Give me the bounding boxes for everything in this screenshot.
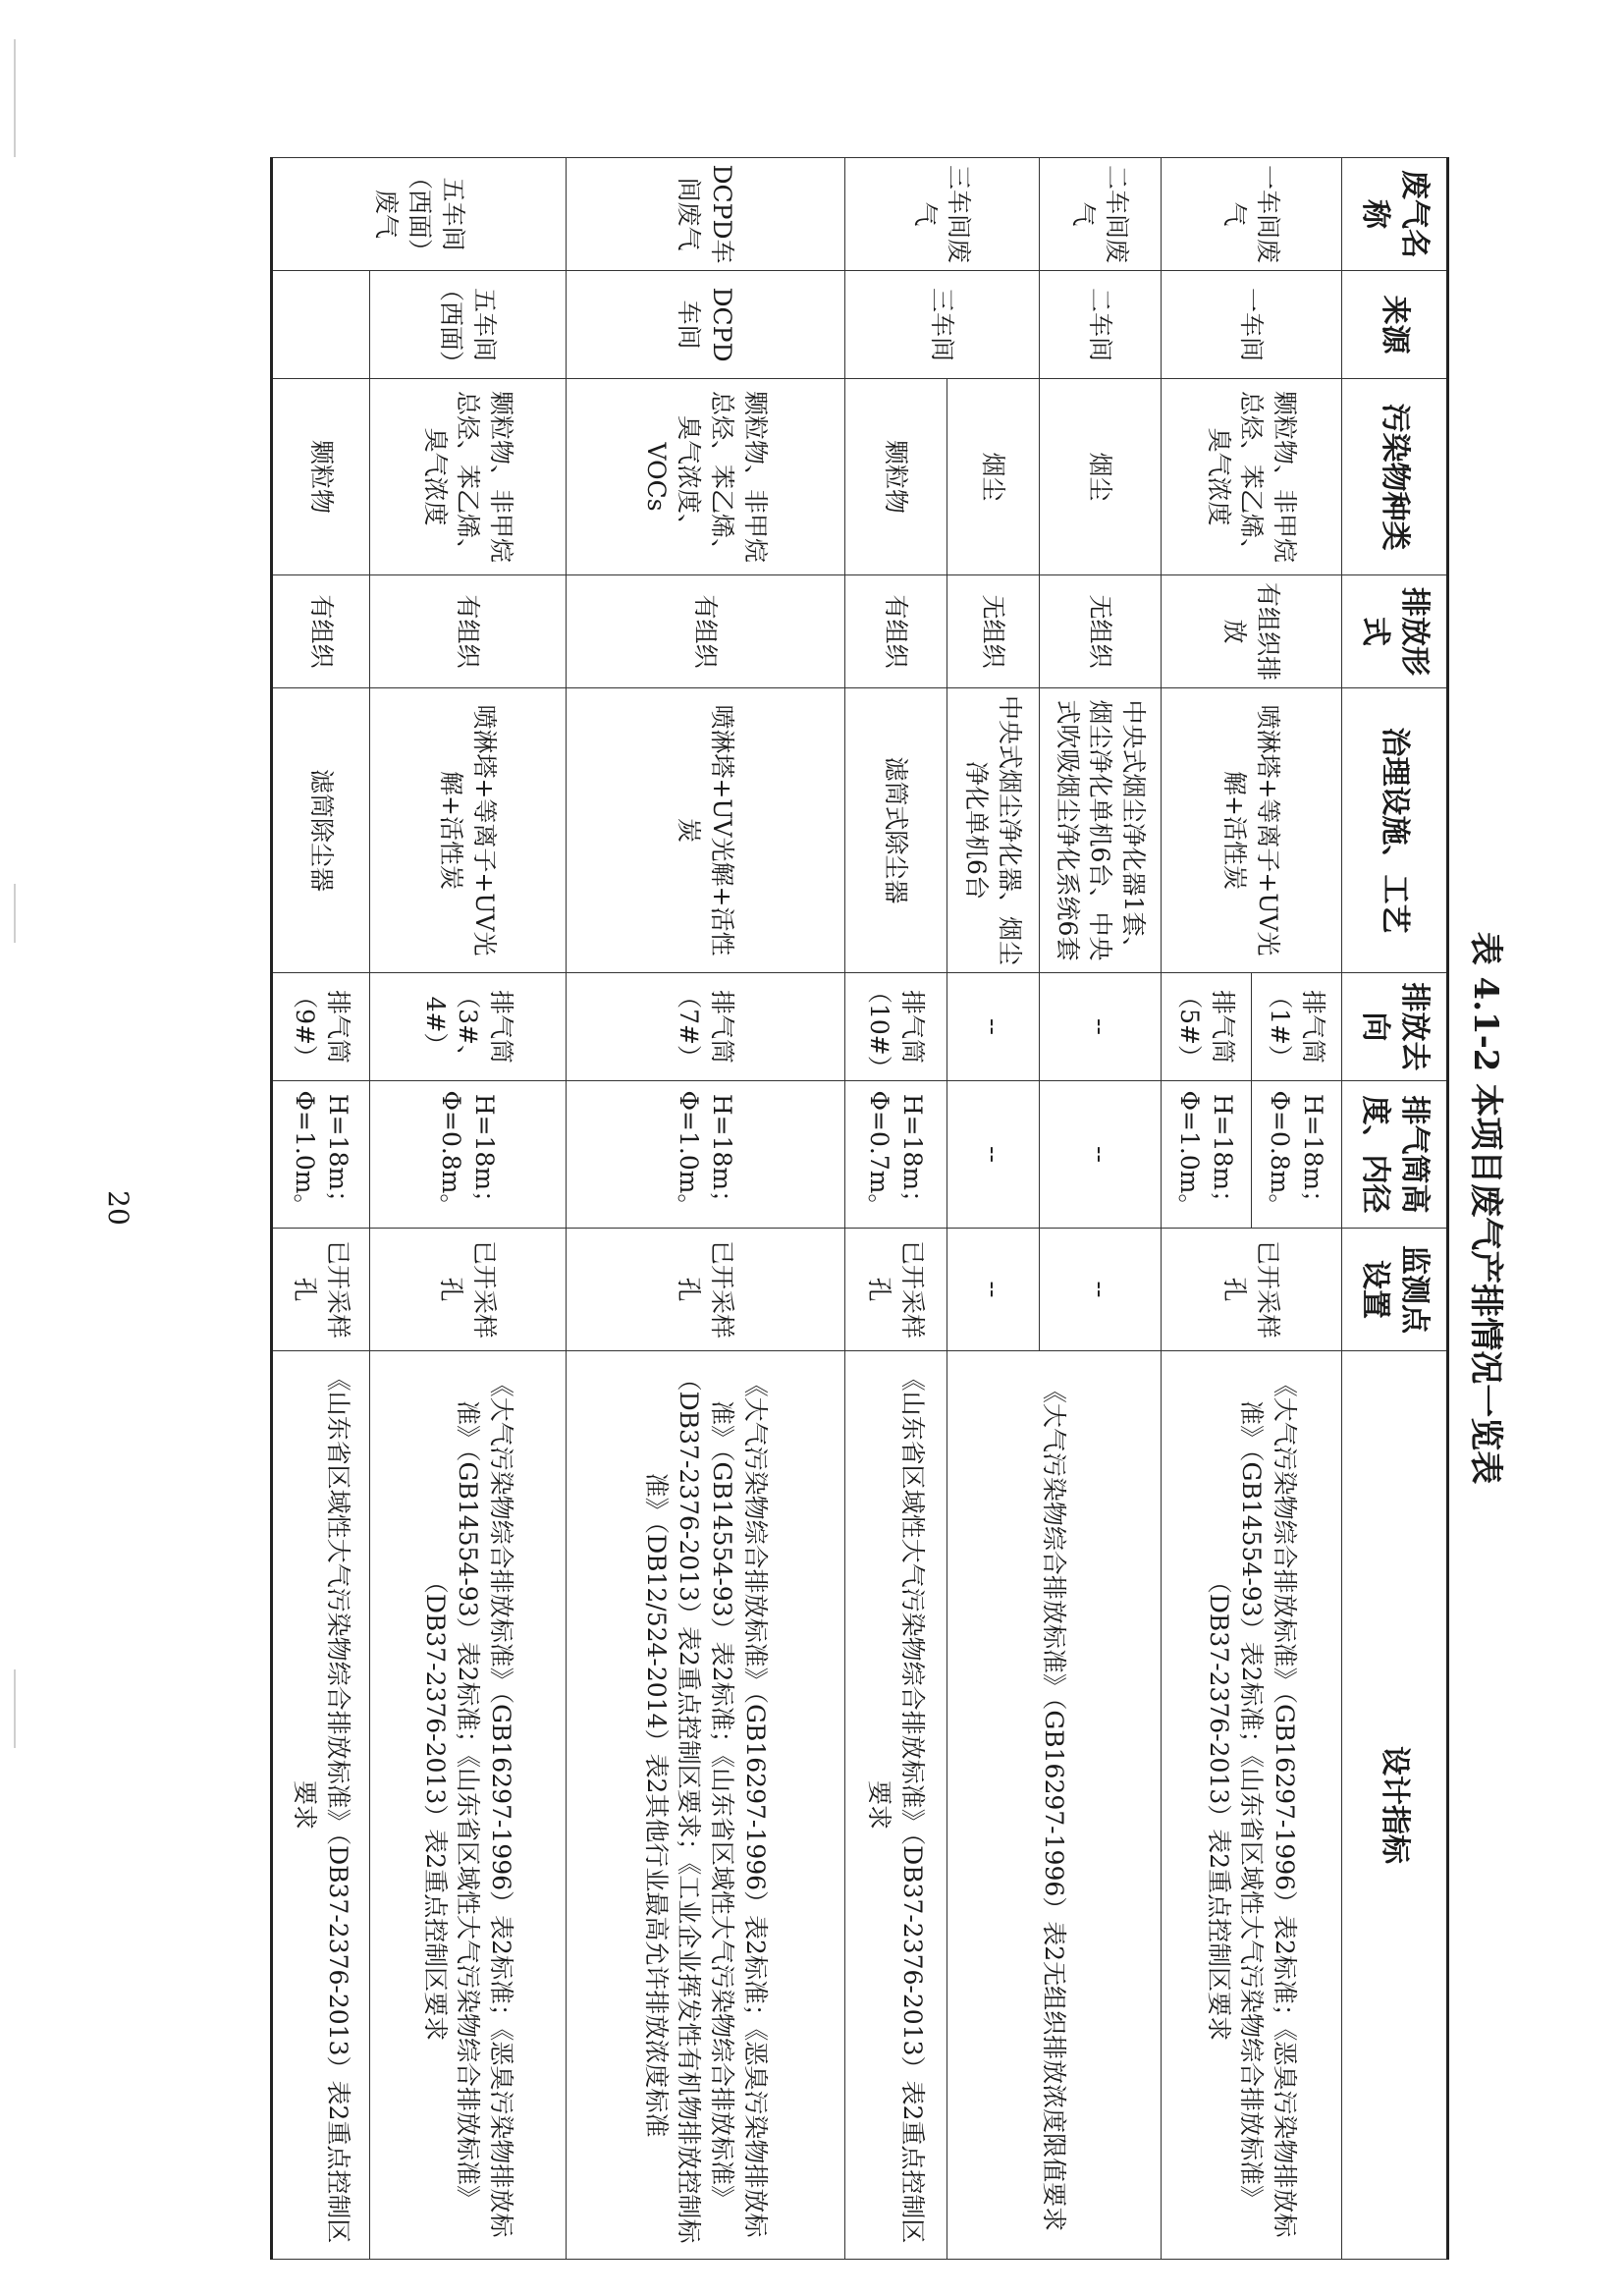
- cell-direction: 排气筒（9#）: [272, 973, 370, 1081]
- cell-monitor: --: [1040, 1229, 1162, 1351]
- cell-form: 有组织: [370, 575, 567, 688]
- cell-direction: 排气筒（7#）: [567, 973, 845, 1081]
- cell-gas-name: 二车间废气: [1040, 158, 1162, 271]
- cell-stack: H=18m；Φ=0.8m。: [370, 1081, 567, 1229]
- cell-direction: --: [1040, 973, 1162, 1081]
- header-facility: 治理设施、工艺: [1342, 688, 1448, 973]
- header-stack: 排气筒高度、内径: [1342, 1081, 1448, 1229]
- table-row: [272, 158, 370, 2260]
- cell-form: 无组织: [947, 575, 1040, 688]
- header-row: [1342, 158, 1448, 2260]
- cell-pollutant: 烟尘: [1040, 379, 1162, 575]
- cell-facility: 中央式烟尘净化器、烟尘净化单机6台: [947, 688, 1040, 973]
- header-gas-name: 废气名称: [1342, 158, 1448, 271]
- cell-stack: H=18m；Φ=1.0m。: [1162, 1081, 1252, 1229]
- table-caption: 表 4.1-2 本项目废气产排情况一览表: [1466, 931, 1505, 1485]
- cell-monitor: 已开采样孔: [370, 1229, 567, 1351]
- cell-stack: H=18m；Φ=1.0m。: [272, 1081, 370, 1229]
- table-row: [1040, 158, 1162, 2260]
- cell-design: 《大气污染物综合排放标准》（GB16297-1996）表2无组织排放浓度限值要求: [947, 1351, 1162, 2260]
- cell-direction: 排气筒（1#）: [1252, 973, 1342, 1081]
- page-number: 20: [102, 1190, 135, 1226]
- cell-form: 有组织: [845, 575, 947, 688]
- cell-stack: --: [1040, 1081, 1162, 1229]
- cell-stack: H=18m；Φ=1.0m。: [567, 1081, 845, 1229]
- cell-pollutant: 烟尘: [947, 379, 1040, 575]
- cell-pollutant: 颗粒物: [845, 379, 947, 575]
- cell-facility: 喷淋塔+等离子+UV光解+活性炭: [370, 688, 567, 973]
- cell-pollutant: 颗粒物、非甲烷总烃、苯乙烯、臭气浓度: [1162, 379, 1342, 575]
- cell-design: 《大气污染物综合排放标准》（GB16297-1996）表2标准；《恶臭污染物排放标准》（GB14554-93）表2标准；《山东省区域性大气污染物综合排放标准》（DB37-2376-2013）表2重点控制区要求: [1162, 1351, 1342, 2260]
- cell-monitor: --: [947, 1229, 1040, 1351]
- cell-pollutant: 颗粒物、非甲烷总烃、苯乙烯、臭气浓度、VOCs: [567, 379, 845, 575]
- cell-design: 《大气污染物综合排放标准》（GB16297-1996）表2标准；《恶臭污染物排放标准》（GB14554-93）表2标准；《山东省区域性大气污染物综合排放标准》（DB37-2376-2013）表2重点控制区要求: [370, 1351, 567, 2260]
- cell-monitor: 已开采样孔: [272, 1229, 370, 1351]
- cell-stack: H=18m；Φ=0.8m。: [1252, 1081, 1342, 1229]
- cell-source: DCPD车间: [567, 271, 845, 379]
- cell-facility: 中央式烟尘净化器1套、烟尘净化单机6台、中央式吹吸烟尘净化系统6套: [1040, 688, 1162, 973]
- scan-margin-mark: [14, 39, 16, 157]
- cell-form: 无组织: [1040, 575, 1162, 688]
- cell-source: 五车间（西面）: [370, 271, 567, 379]
- header-form: 排放形式: [1342, 575, 1448, 688]
- cell-facility: 喷淋塔+UV光解+活性炭: [567, 688, 845, 973]
- cell-stack: --: [947, 1081, 1040, 1229]
- cell-direction: 排气筒（3#、4#）: [370, 973, 567, 1081]
- cell-form: 有组织: [272, 575, 370, 688]
- rotated-page-content: [88, 157, 1512, 2259]
- cell-design: 《山东省区域性大气污染物综合排放标准》（DB37-2376-2013）表2重点控制区要求: [272, 1351, 370, 2260]
- table-row: [845, 158, 947, 2260]
- cell-facility: 滤筒式除尘器: [845, 688, 947, 973]
- cell-form: 有组织: [567, 575, 845, 688]
- cell-gas-name: 三车间废气: [845, 158, 1040, 271]
- cell-gas-name: DCPD车间废气: [567, 158, 845, 271]
- cell-monitor: 已开采样孔: [1162, 1229, 1342, 1351]
- cell-design: 《大气污染物综合排放标准》（GB16297-1996）表2标准；《恶臭污染物排放标准》（GB14554-93）表2标准；《山东省区域性大气污染物综合排放标准》（DB37-2376-2013）表2重点控制区要求；《工业企业挥发性有机物排放控制标准》（DB12/524-2014）表2其他行业最高允许排放浓度标准: [567, 1351, 845, 2260]
- cell-form: 有组织排放: [1162, 575, 1342, 688]
- header-direction: 排放去向: [1342, 973, 1448, 1081]
- scan-margin-mark: [14, 884, 16, 943]
- cell-direction: --: [947, 973, 1040, 1081]
- header-pollutant: 污染物种类: [1342, 379, 1448, 575]
- header-source: 来源: [1342, 271, 1448, 379]
- cell-monitor: 已开采样孔: [567, 1229, 845, 1351]
- cell-pollutant: 颗粒物、非甲烷总烃、苯乙烯、臭气浓度: [370, 379, 567, 575]
- cell-gas-name: 一车间废气: [1162, 158, 1342, 271]
- cell-monitor: 已开采样孔: [845, 1229, 947, 1351]
- scan-margin-mark: [14, 1669, 16, 1748]
- cell-source: 三车间: [845, 271, 1040, 379]
- cell-design: 《山东省区域性大气污染物综合排放标准》（DB37-2376-2013）表2重点控制区要求: [845, 1351, 947, 2260]
- cell-source: 二车间: [1040, 271, 1162, 379]
- cell-direction: 排气筒（5#）: [1162, 973, 1252, 1081]
- cell-stack: H=18m；Φ=0.7m。: [845, 1081, 947, 1229]
- emission-table: [270, 157, 1449, 2260]
- header-monitor: 监测点设置: [1342, 1229, 1448, 1351]
- header-design: 设计指标: [1342, 1351, 1448, 2260]
- cell-source-empty: [272, 271, 370, 379]
- cell-direction: 排气筒（10#）: [845, 973, 947, 1081]
- table-row: [567, 158, 845, 2260]
- cell-source: 一车间: [1162, 271, 1342, 379]
- cell-pollutant: 颗粒物: [272, 379, 370, 575]
- cell-facility: 滤筒除尘器: [272, 688, 370, 973]
- cell-facility: 喷淋塔+等离子+UV光解+活性炭: [1162, 688, 1342, 973]
- table-row: [1252, 158, 1342, 2260]
- cell-gas-name: 五车间（西面）废气: [272, 158, 567, 271]
- table-row: [370, 158, 567, 2260]
